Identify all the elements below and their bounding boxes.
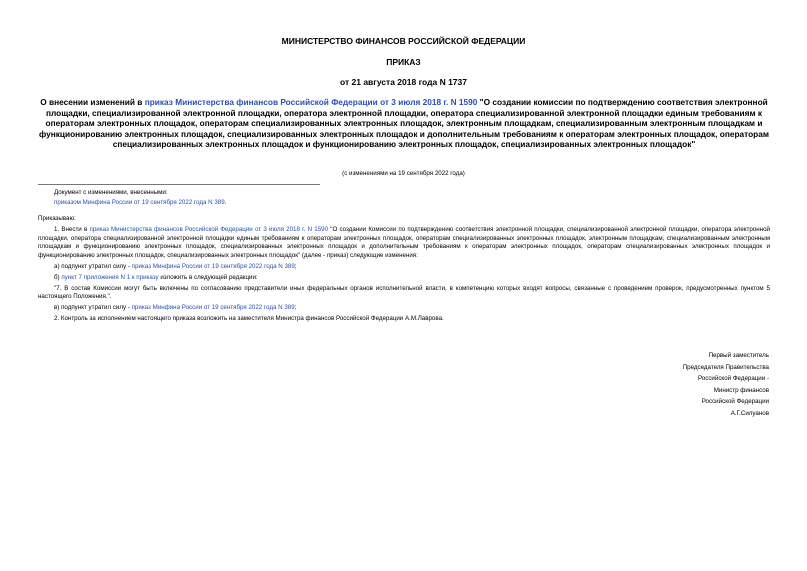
signature-line: Российской Федерации - xyxy=(697,375,769,383)
doc-changes-line xyxy=(54,198,226,208)
doc-changes-block xyxy=(54,188,226,208)
item-b-prefix: б) xyxy=(54,273,62,281)
item-v-prefix: в) подпункт утратил силу - xyxy=(54,304,132,312)
item-1 xyxy=(38,226,770,261)
item-b-quote: "7. В состав Комиссии могут быть включены по согласованию представители иных федеральных органов исполнительной власти, в компетенцию которых входят вопросы, связанные с проведением проверок, предусмотренных пунктом 5 настоящего Положения.". xyxy=(38,284,770,301)
signature-line: Первый заместитель xyxy=(708,352,769,359)
doc-changes-end: . xyxy=(224,199,227,206)
order-body xyxy=(38,215,770,326)
orders-label: Приказываю: xyxy=(38,215,76,222)
signature-line: Председателя Правительства xyxy=(682,363,769,371)
item-v-link[interactable]: приказ Минфина России от 19 сентября 2022 года N 389 xyxy=(131,304,295,312)
signatory-name: А.Г.Силуанов xyxy=(730,409,769,417)
signature-line: Российской Федерации xyxy=(701,398,769,406)
item-1-prefix: 1. Внести в xyxy=(54,225,90,233)
doc-changes-link[interactable]: приказом Минфина России от 19 сентября 2022 года N 389 xyxy=(54,199,225,206)
item-b-suffix: изложить в следующей редакции: xyxy=(158,273,258,281)
item-a-link[interactable]: приказ Минфина России от 19 сентября 2022 года N 389 xyxy=(131,262,295,270)
item-v xyxy=(38,304,770,313)
signature-block xyxy=(569,350,769,420)
order-date: от 21 августа 2018 года N 1737 xyxy=(340,77,467,87)
item-v-end: ; xyxy=(294,304,297,312)
order-title xyxy=(38,97,770,150)
item-b-link[interactable]: пункт 7 приложения N 1 к приказу xyxy=(61,273,159,281)
order-heading: ПРИКАЗ xyxy=(386,57,421,67)
item-a xyxy=(38,263,770,272)
changes-note: (с изменениями на 19 сентября 2022 года) xyxy=(342,170,465,177)
item-a-prefix: а) подпункт утратил силу - xyxy=(54,262,132,270)
title-reference-link[interactable]: приказ Министерства финансов Российской Федерации от 3 июля 2018 г. N 1590 xyxy=(144,97,478,107)
ministry-heading: МИНИСТЕРСТВО ФИНАНСОВ РОССИЙСКОЙ ФЕДЕРАЦИИ xyxy=(281,36,526,46)
item-2: 2. Контроль за исполнением настоящего приказа возложить на заместителя Министра финансов Российской Федерации А.М.Лаврова. xyxy=(54,314,444,322)
title-prefix: О внесении изменений в xyxy=(40,97,145,107)
title-suffix: "О создании комиссии по подтверждению соответствия электронной площадки, специализированной электронной площадки, оператора электронной площадки, оператора специализированной электронной площадки единым требованиям к операторам электронных площадок, операторам специализированных электронных площадок, электронным площадкам, специализированным электронным площадкам и функционированию электронных площадок, специализированных электронных площадок и дополнительным требованиям к операторам электронных площадок, операторам специализированных электронных площадок и функционированию электронных площадок, специализированных электронных площадок" xyxy=(38,97,770,150)
divider xyxy=(38,184,320,185)
signature-line: Министр финансов xyxy=(713,386,769,394)
item-a-end: ; xyxy=(294,262,297,270)
item-1-link[interactable]: приказ Министерства финансов Российской Федерации от 3 июля 2018 г. N 1590 xyxy=(89,225,329,233)
item-1-suffix: "О создании Комиссии по подтверждению соответствия электронной площадки, специализированной электронной площадки, оператора электронной площадки, оператора специализированной электронной площадки единым требованиям к операторам электронных площадок, операторам специализированных электронных площадок, электронным площадкам, специализированным электронным площадкам и функционированию электронных площадок, специализированных электронных площадок и дополнительным требованиям к операторам электронных площадок, операторам специализированных электронных площадок и функционированию электронных площадок, специализированных электронных площадок" (далее - приказ) следующие изменения: xyxy=(38,225,770,260)
item-b xyxy=(38,274,770,283)
doc-changes-label: Документ с изменениями, внесенными: xyxy=(54,189,168,196)
